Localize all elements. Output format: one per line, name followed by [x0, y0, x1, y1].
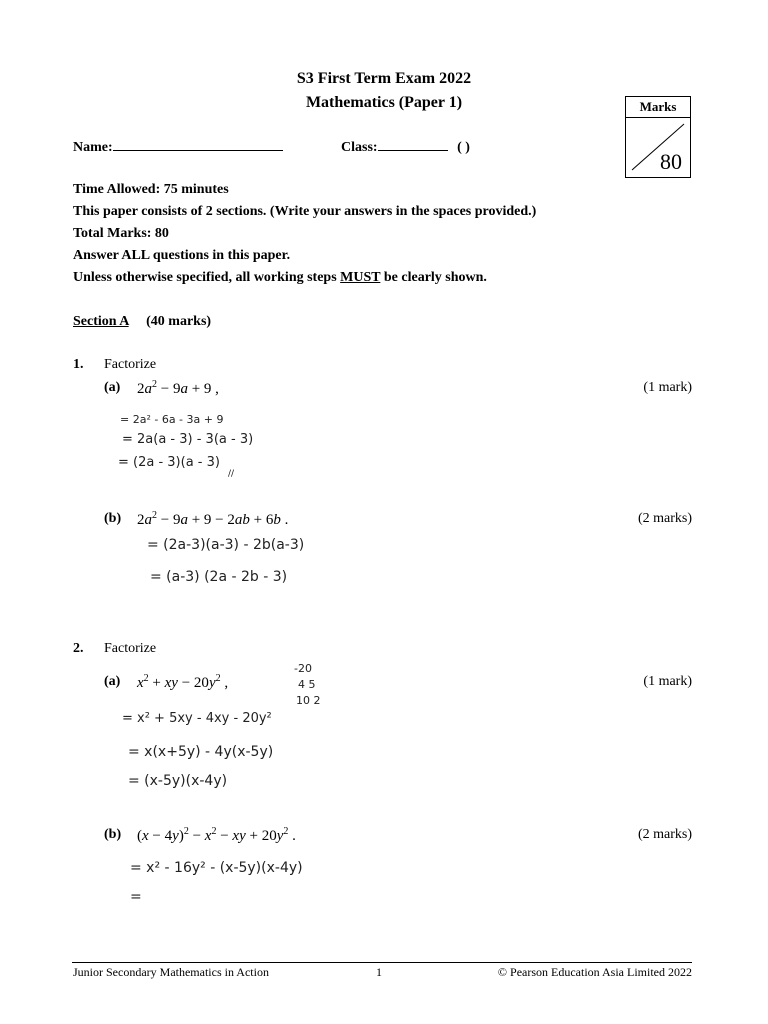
- paper-subtitle: Mathematics (Paper 1): [305, 94, 463, 111]
- q2a-working-line3: = (x-5y)(x-4y): [128, 773, 228, 789]
- q1b-working-line1: = (2a-3)(a-3) - 2b(a-3): [147, 537, 305, 553]
- q1a-working-line3: = (2a - 3)(a - 3): [118, 455, 220, 470]
- q1a-marks: (1 mark): [643, 380, 692, 395]
- q2a-expression: $x^2$ + xy − $20y^2$ ,: [137, 673, 229, 691]
- q1b-expression: $2a^2 - 9a + 9 - 2ab + 6b$ .: [137, 510, 289, 528]
- footer-divider: [72, 962, 692, 963]
- q2b-label: (b): [104, 827, 122, 842]
- q1a-working-line1: = 2a² - 6a - 3a + 9: [120, 413, 224, 426]
- q1b-label: (b): [104, 511, 122, 526]
- name-label: Name:: [73, 140, 113, 155]
- q2b-expression: $(x - 4y)^2 - x^2$ − xy + $20y^2$ .: [137, 826, 296, 844]
- q1b-working-line2: = (a-3) (2a - 2b - 3): [150, 569, 288, 585]
- must-emphasis: MUST: [340, 270, 381, 285]
- q2-number: 2.: [73, 641, 84, 656]
- name-blank[interactable]: [113, 138, 283, 151]
- marks-box: [625, 96, 691, 178]
- q1a-label: (a): [104, 380, 121, 395]
- q2-prompt: Factorize: [104, 641, 157, 656]
- footer-page-number: 1: [376, 965, 382, 979]
- footer-book-title: Junior Secondary Mathematics in Action: [73, 965, 269, 979]
- section-marks: (40 marks): [146, 314, 212, 329]
- q2a-working-line2: = x(x+5y) - 4y(x-5y): [128, 744, 274, 760]
- q1-number: 1.: [73, 357, 84, 372]
- section-heading: [73, 314, 211, 330]
- q1a-end-mark: //: [228, 469, 235, 479]
- class-label: Class:: [341, 140, 378, 155]
- exam-title: S3 First Term Exam 2022: [296, 70, 472, 87]
- name-field[interactable]: [73, 138, 283, 156]
- marks-box-total: 80: [660, 149, 682, 174]
- instruction-working-steps: Unless otherwise specified, all working steps MUST be clearly shown.: [73, 270, 487, 285]
- q1a-expression: $2a^2 - 9a + 9$ ,: [137, 379, 219, 397]
- class-field[interactable]: [341, 138, 470, 156]
- class-blank[interactable]: [378, 138, 448, 151]
- q2a-label: (a): [104, 674, 121, 689]
- q1-prompt: Factorize: [104, 357, 157, 372]
- q2b-working-line1: = x² - 16y² - (x-5y)(x-4y): [130, 860, 303, 876]
- q2a-side-work-line2: 4 5: [298, 678, 316, 691]
- q2b-working-line2: =: [130, 889, 142, 905]
- footer-copyright: © Pearson Education Asia Limited 2022: [497, 965, 692, 979]
- instruction-total-marks: Total Marks: 80: [73, 226, 169, 241]
- instruction-answer-all: Answer ALL questions in this paper.: [73, 248, 291, 263]
- section-label: Section A: [73, 314, 129, 329]
- q1a-working-line2: = 2a(a - 3) - 3(a - 3): [122, 432, 254, 447]
- instruction-sections: This paper consists of 2 sections. (Write your answers in the spaces provided.): [73, 204, 537, 219]
- q1b-marks: (2 marks): [637, 511, 692, 526]
- q2a-side-work-line3: 10 2: [296, 694, 321, 707]
- q2a-marks: (1 mark): [643, 674, 692, 689]
- class-number-brackets: ( ): [457, 140, 470, 155]
- q2b-marks: (2 marks): [637, 827, 692, 842]
- q2a-working-line1: = x² + 5xy - 4xy - 20y²: [122, 711, 272, 726]
- instruction-time: Time Allowed: 75 minutes: [73, 182, 229, 197]
- marks-box-label: Marks: [626, 97, 690, 118]
- q2a-side-work-line1: -20: [294, 662, 312, 675]
